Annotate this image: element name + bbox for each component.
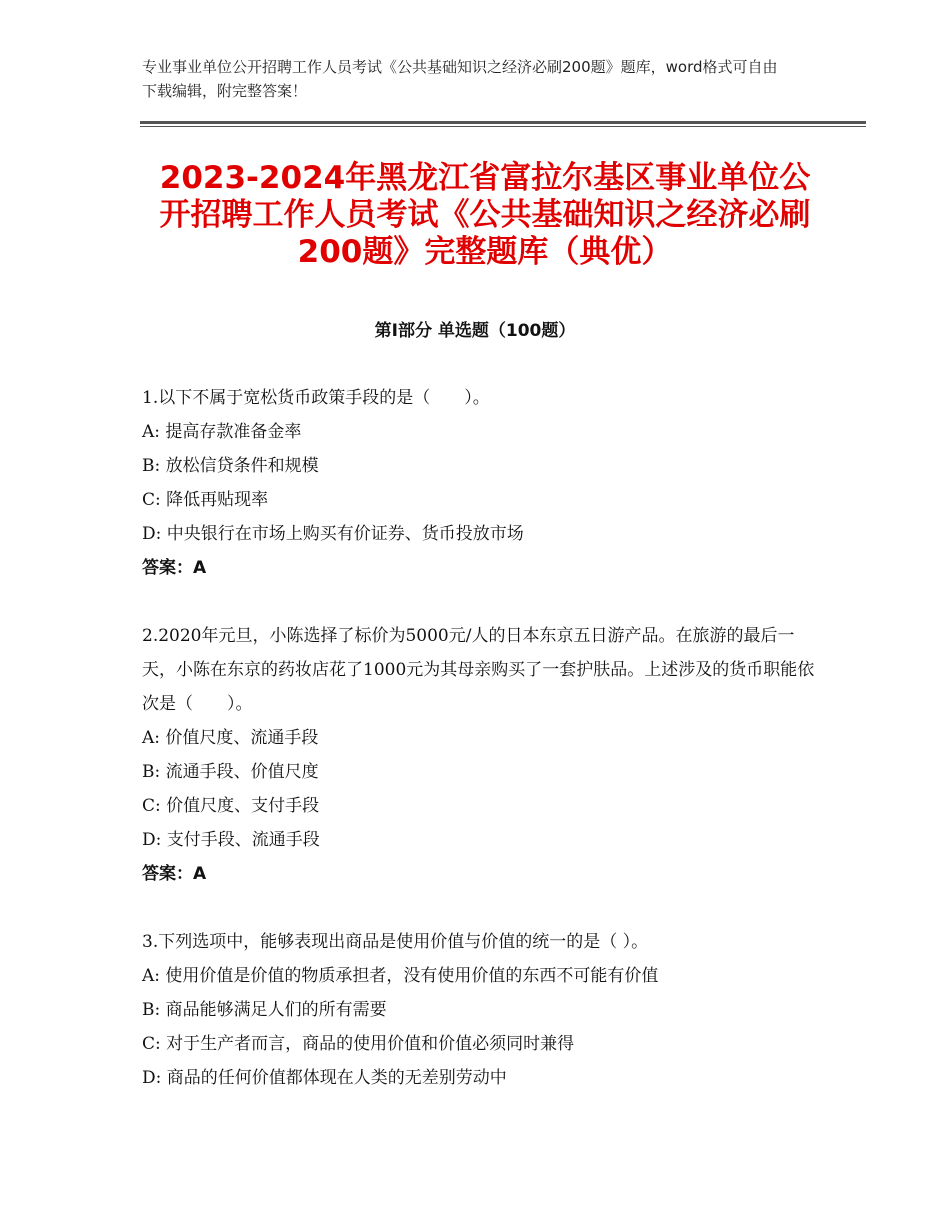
option-d: D: 中央银行在市场上购买有价证券、货币投放市场	[142, 524, 524, 544]
question-2	[142, 619, 822, 891]
option-d: D: 支付手段、流通手段	[142, 830, 320, 850]
option-a: A: 使用价值是价值的物质承担者，没有使用价值的东西不可能有价值	[142, 966, 659, 986]
header-divider-thick	[140, 121, 866, 124]
question-text: 3.下列选项中，能够表现出商品是使用价值与价值的统一的是（ ）。	[142, 932, 649, 952]
option-a: A: 提高存款准备金率	[142, 422, 302, 442]
option-a: A: 价值尺度、流通手段	[142, 728, 319, 748]
answer: 答案：A	[142, 864, 207, 884]
section-heading: 第Ⅰ部分 单选题（100题）	[374, 321, 576, 341]
option-c: C: 对于生产者而言，商品的使用价值和价值必须同时兼得	[142, 1034, 575, 1054]
question-1	[142, 381, 822, 585]
answer: 答案：A	[142, 558, 207, 578]
option-b: B: 流通手段、价值尺度	[142, 762, 319, 782]
question-3	[142, 925, 822, 1095]
question-text: 1.以下不属于宽松货币政策手段的是（ ）。	[142, 388, 490, 408]
question-text: 2.2020年元旦，小陈选择了标价为5000元/人的日本东京五日游产品。在旅游的最后一天，小陈在东京的药妆店花了1000元为其母亲购买了一套护肤品。上述涉及的货币职能依次是（ ）。	[142, 626, 815, 714]
option-c: C: 价值尺度、支付手段	[142, 796, 320, 816]
option-b: B: 商品能够满足人们的所有需要	[142, 1000, 387, 1020]
header-divider-thin	[140, 126, 866, 127]
option-c: C: 降低再贴现率	[142, 490, 269, 510]
header-note: 专业事业单位公开招聘工作人员考试《公共基础知识之经济必刷200题》题库，word格式可自由下载编辑，附完整答案！	[142, 58, 778, 100]
question-list	[142, 381, 822, 1129]
document-title: 2023-2024年黑龙江省富拉尔基区事业单位公开招聘工作人员考试《公共基础知识之经济必刷200题》完整题库（典优）	[159, 160, 811, 270]
option-b: B: 放松信贷条件和规模	[142, 456, 319, 476]
option-d: D: 商品的任何价值都体现在人类的无差别劳动中	[142, 1068, 507, 1088]
